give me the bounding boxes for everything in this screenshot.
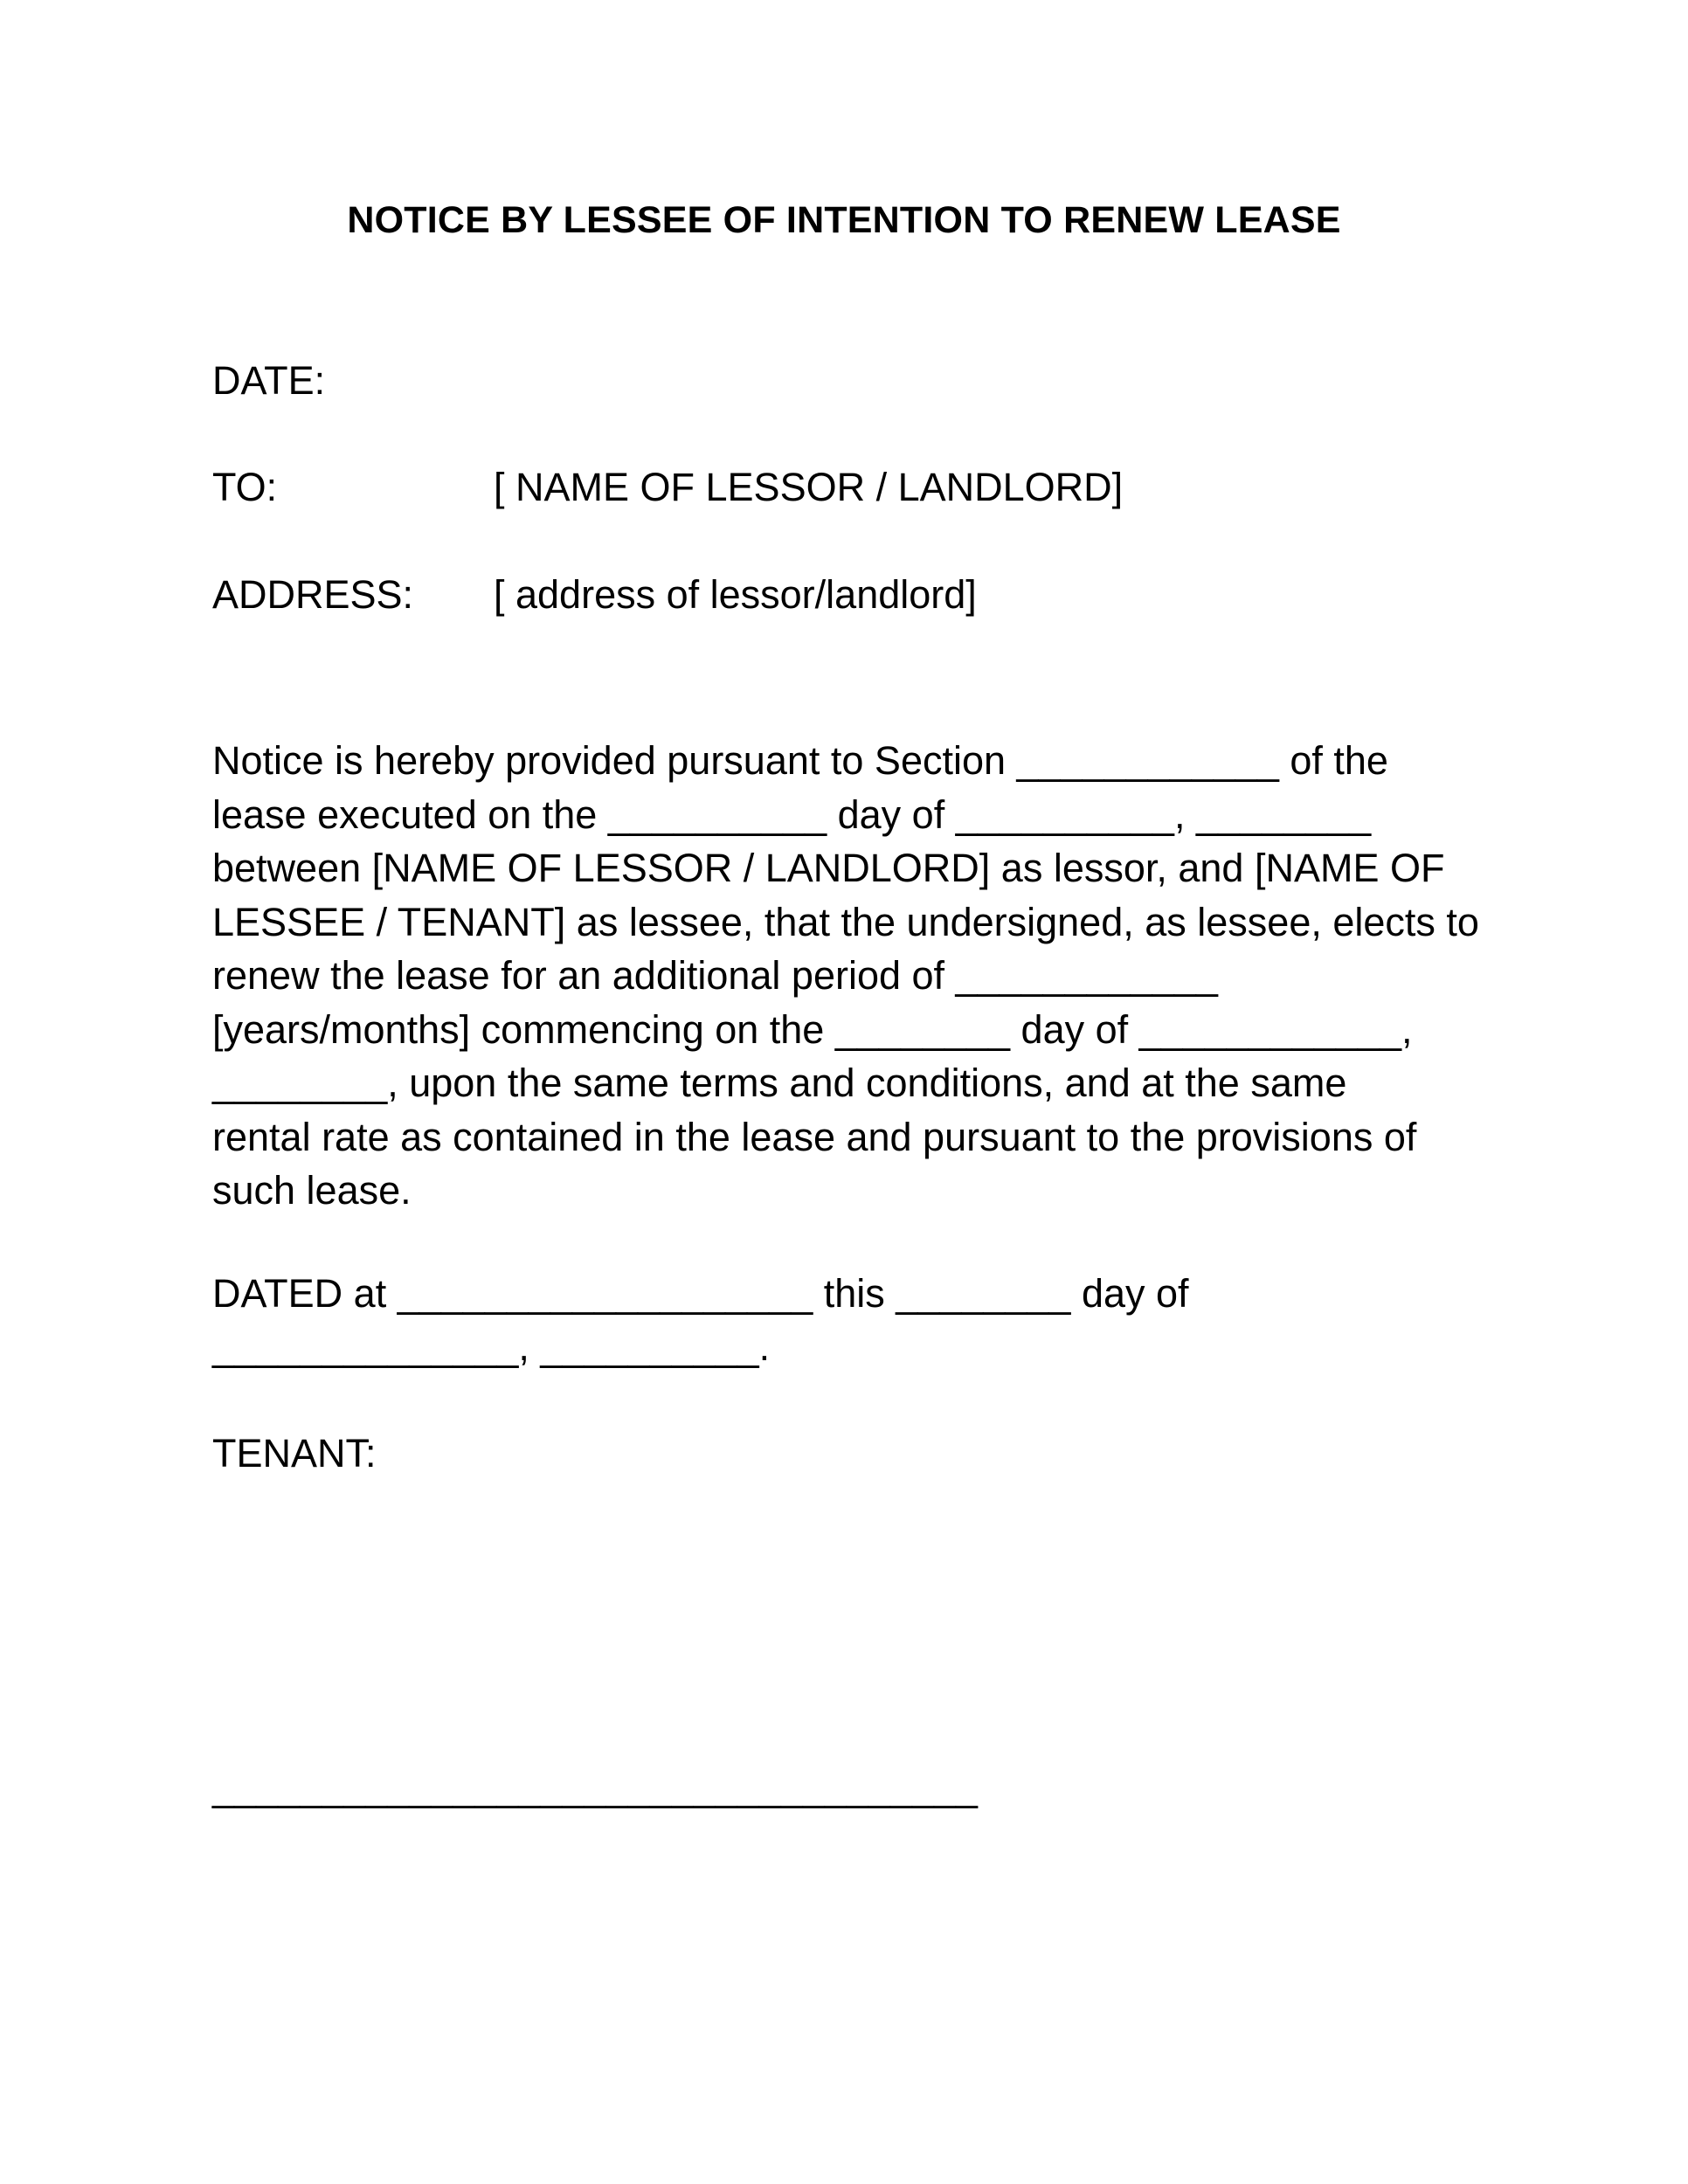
- dated-line-1: DATED at ___________________ this ________ day of: [212, 1271, 1189, 1316]
- lessor-address-placeholder: [ address of lessor/landlord]: [494, 572, 977, 617]
- body-line: ________, upon the same terms and conditions, and at the same: [212, 1061, 1347, 1105]
- document-title: NOTICE BY LESSEE OF INTENTION TO RENEW LEASE: [347, 199, 1341, 241]
- body-line: lease executed on the __________ day of __________, ________: [212, 791, 1372, 837]
- signature-line: ___________________________________: [212, 1765, 978, 1809]
- date-label: DATE:: [212, 358, 326, 403]
- to-label: TO:: [212, 465, 278, 509]
- body-line: rental rate as contained in the lease and pursuant to the provisions of: [212, 1114, 1417, 1159]
- tenant-label: TENANT:: [212, 1431, 377, 1476]
- dated-line-2: ______________, __________.: [212, 1324, 771, 1369]
- body-line: renew the lease for an additional period of ____________: [212, 953, 1218, 998]
- body-line: Notice is hereby provided pursuant to Section ____________ of the: [212, 738, 1388, 783]
- body-line: such lease.: [212, 1168, 412, 1213]
- lessor-name-placeholder: [ NAME OF LESSOR / LANDLORD]: [494, 465, 1124, 509]
- notice-body: [212, 734, 1479, 1218]
- body-line: LESSEE / TENANT] as lessee, that the undersigned, as lessee, elects to: [212, 899, 1479, 944]
- address-label: ADDRESS:: [212, 572, 414, 617]
- body-line: [years/months] commencing on the ________ day of ____________,: [212, 1006, 1413, 1052]
- body-line: between [NAME OF LESSOR / LANDLORD] as lessor, and [NAME OF: [212, 846, 1445, 890]
